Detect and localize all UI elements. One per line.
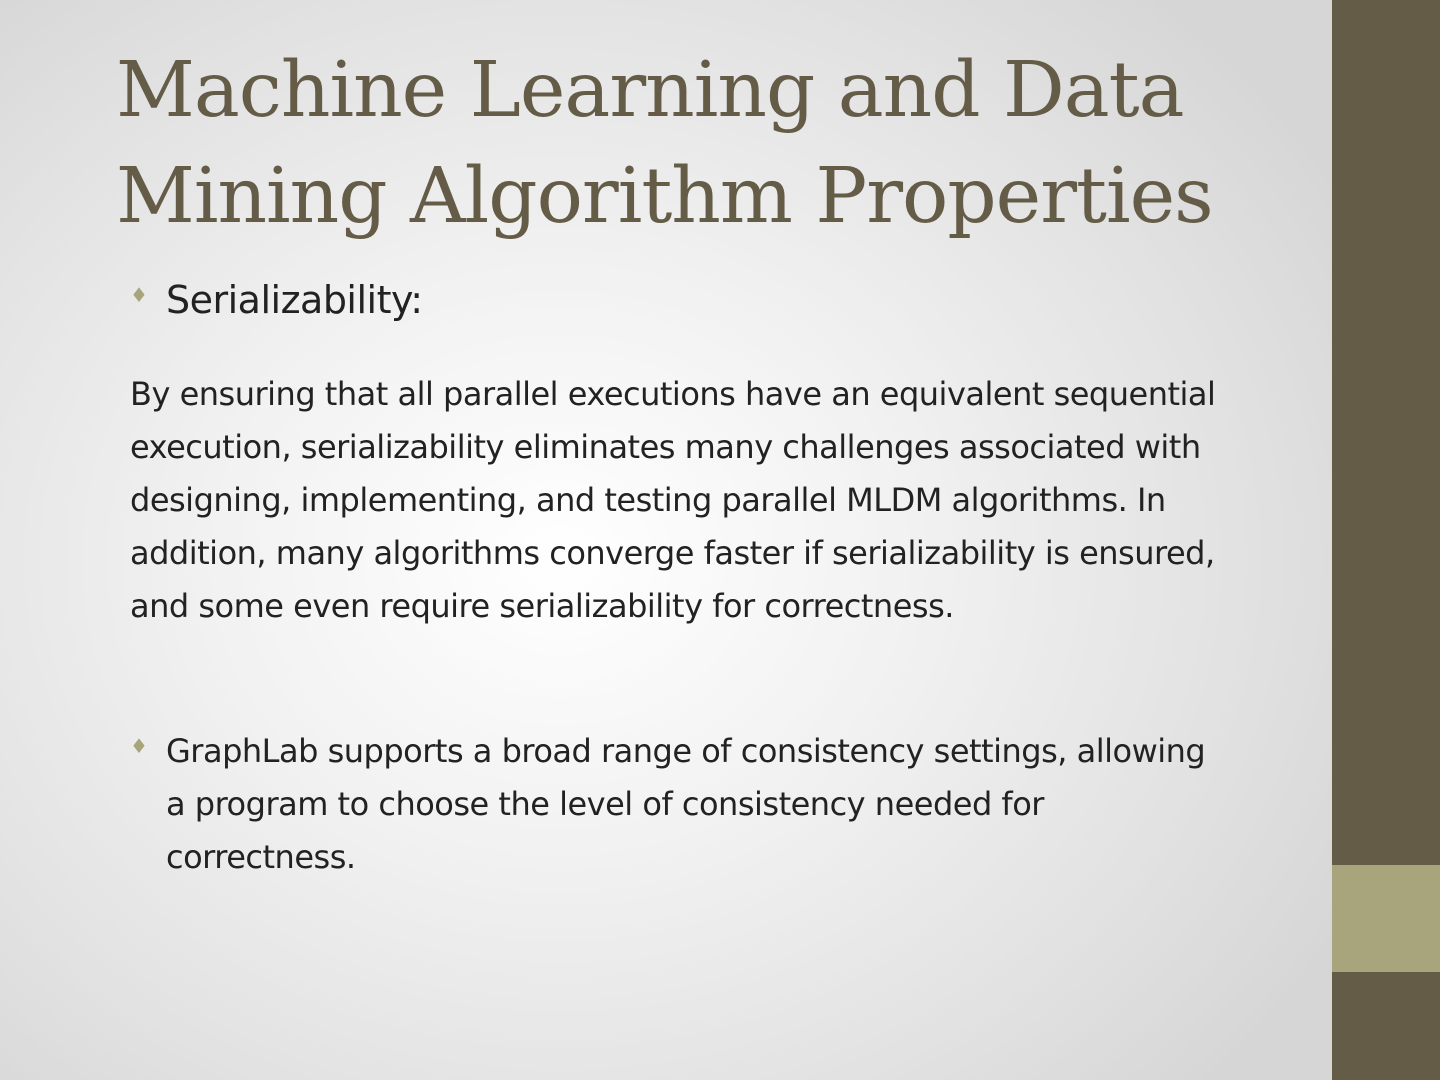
diamond-bullet-icon: ♦ xyxy=(130,283,148,307)
bullet-text: Serializability: xyxy=(166,278,423,322)
body-paragraph: By ensuring that all parallel executions have an equivalent sequential execution, serializability eliminates many challenges associated with designing, implementing, and testing parallel MLDM algorithms. In addition, many algorithms converge faster if serializability is ensured, and some even require serializability for correctness. xyxy=(130,375,1216,625)
bullet-item-serializability xyxy=(130,274,423,327)
bullet-text: GraphLab supports a broad range of consistency settings, allowing a program to choose the level of consistency needed for correctness. xyxy=(166,732,1206,876)
bullet-item-graphlab xyxy=(130,725,1230,884)
sidebar-accent-block xyxy=(1332,865,1440,972)
slide-title: Machine Learning and Data Mining Algorithm Properties xyxy=(116,46,1213,241)
diamond-bullet-icon: ♦ xyxy=(130,734,148,758)
